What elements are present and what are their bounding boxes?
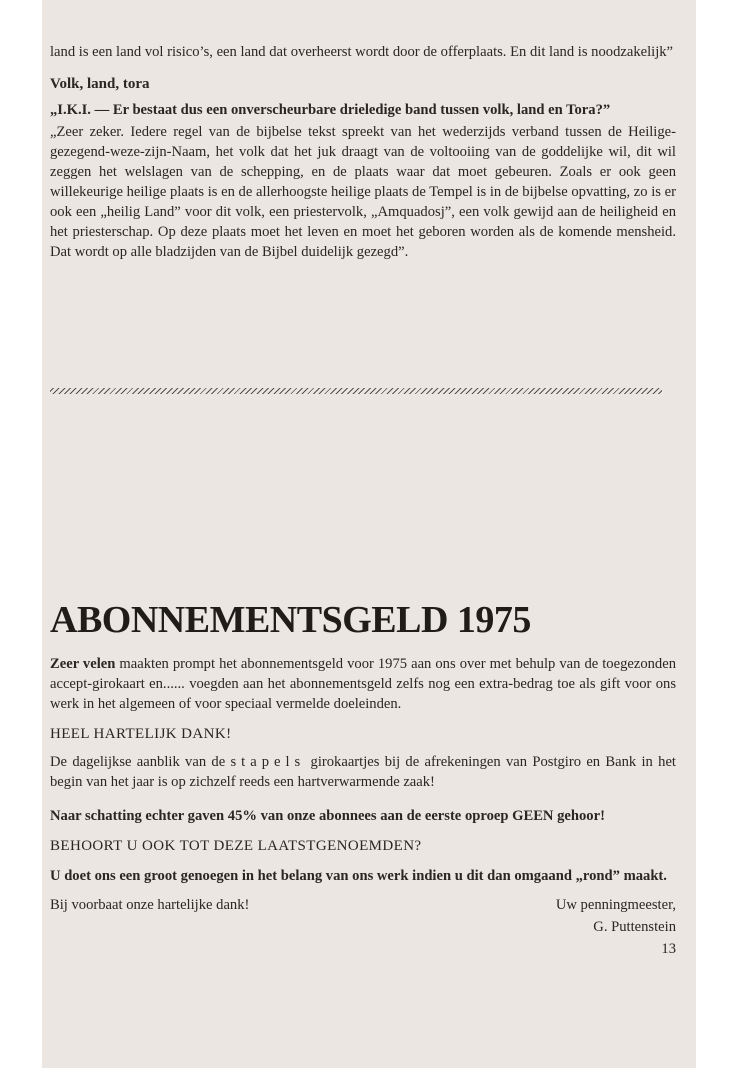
- spaced-word: stapels: [230, 754, 306, 770]
- decorative-divider: [50, 388, 662, 394]
- lead-words: Zeer velen: [50, 656, 116, 672]
- interview-question: „I.K.I. — Er bestaat dus een onverscheurbare drieledige band tussen volk, land en Tora?”: [50, 102, 611, 118]
- closing-thanks: Bij voorbaat onze hartelijke dank!: [50, 897, 250, 913]
- signature-role: Uw penningmeester,: [555, 897, 676, 913]
- page: [42, 0, 696, 1068]
- notice-paragraph-3: Naar schatting echter gaven 45% van onze abonnees aan de eerste oproep GEEN gehoor!: [50, 808, 605, 824]
- notice-paragraph-2: [50, 752, 676, 792]
- thanks-line: HEEL HARTELIJK DANK!: [50, 726, 232, 742]
- signature-name: G. Puttenstein: [593, 919, 676, 935]
- closing-row: [50, 894, 676, 960]
- intro-paragraph: land is een land vol risico’s, een land dat overheerst wordt door de offerplaats. En dit land is noodzakelijk”: [50, 44, 674, 60]
- paragraph-2-start: De dagelijkse aanblik van de: [50, 754, 231, 770]
- top-article: [50, 42, 676, 262]
- notice-title: ABONNEMENTSGELD 1975: [50, 599, 531, 641]
- interview-answer: „Zeer zeker. Iedere regel van de bijbelse tekst spreekt van het wederzijds verband tussen de Heilige-gezegend-weze-zijn-Naam, het volk dat het juk draagt van de voltooiing van de goddelijke wil, dit wil zeggen het welslagen van de schepping, en de plaats waar dat moet gebeuren. Zoals er ook geen willekeurige heilige plaats is en de allerhoogste heilige plaats de Tempel is in de bijbelse opvatting, zo is er ook een „heilig Land” voor dit volk, een priestervolk, „Amquadosj”, een volk gewijd aan de heiligheid en het priesterschap. Op deze plaats moet het leven en moet het geboren worden als de komende mensheid. Dat wordt op alle bladzijden van de Bijbel duidelijk gezegd”.: [50, 124, 676, 260]
- question-line: BEHOORT U OOK TOT DEZE LAATSTGENOEMDEN?: [50, 838, 422, 854]
- signature-block: [556, 894, 676, 960]
- page-number: 13: [661, 941, 676, 957]
- notice-paragraph-1: [50, 654, 676, 714]
- notice-paragraph-4: U doet ons een groot genoegen in het belang van ons werk indien u dit dan omgaand „rond” maakt.: [50, 868, 667, 884]
- paragraph-2-end: girokaartjes bij de afrekeningen van Postgiro en Bank in het begin van het jaar is op zichzelf reeds een hartverwarmende zaak!: [50, 754, 676, 790]
- subscription-notice: [50, 654, 676, 960]
- paragraph-1-text: maakten prompt het abonnementsgeld voor 1975 aan ons over met behulp van de toegezonden accept-girokaart en...... voegden aan het abonnementsgeld zelfs nog een extra-bedrag toe als gift voor ons werk in het algemeen of voor speciaal vermelde doeleinden.: [50, 656, 676, 712]
- section-heading: Volk, land, tora: [50, 76, 150, 92]
